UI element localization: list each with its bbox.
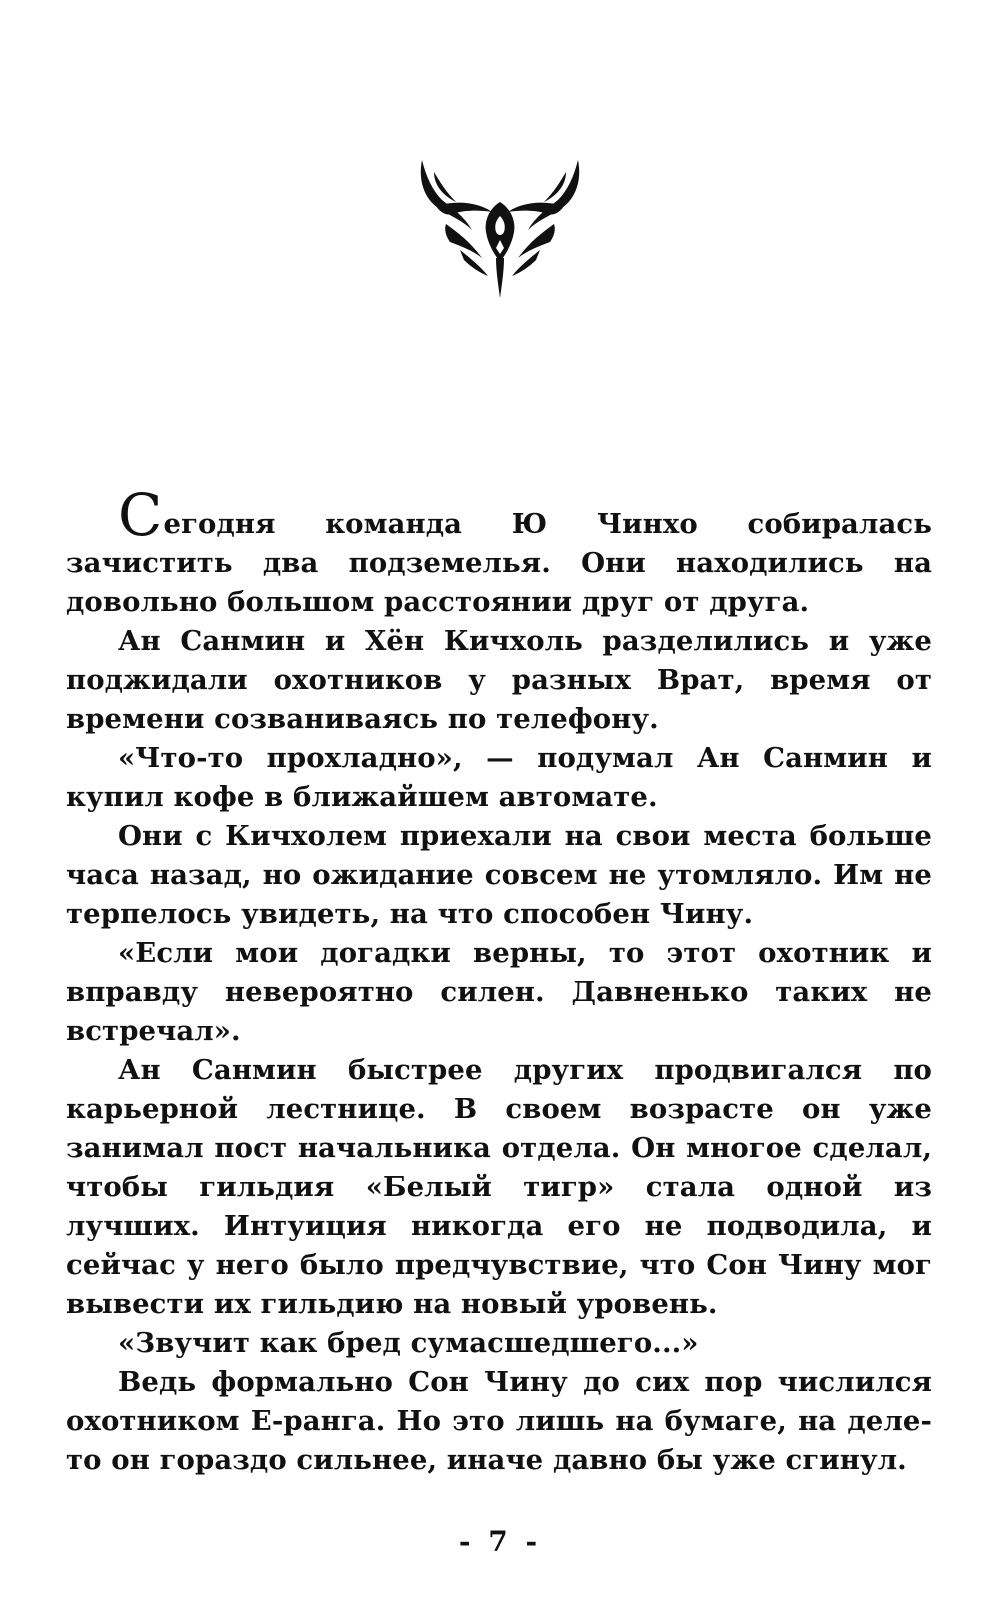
paragraph (66, 481, 932, 622)
drop-cap: С (118, 481, 163, 549)
paragraph-text: егодня команда Ю Чинхо собиралась зачистить два подземелья. Они находились на довольно большом расстоянии друг от друга. (66, 508, 932, 618)
chapter-text (66, 481, 932, 1480)
paragraph: Они с Кичхолем приехали на свои места больше часа назад, но ожидание совсем не утомляло. Им не терпелось увидеть, на что способен Чину. (66, 820, 932, 930)
paragraph: Ведь формально Сон Чину до сих пор числился охотником Е-ранга. Но это лишь на бумаге, на деле-то он гораздо сильнее, иначе давно бы уже сгинул. (66, 1366, 932, 1476)
paragraph: Ан Санмин и Хён Кичхоль разделились и уже поджидали охотников у разных Врат, время от времени созваниваясь по телефону. (66, 625, 932, 735)
winged-tribal-ornament-icon (416, 150, 584, 300)
paragraph: «Если мои догадки верны, то этот охотник и вправду невероятно силен. Давненько таких не встречал». (66, 937, 932, 1047)
paragraph: Ан Санмин быстрее других продвигался по карьерной лестнице. В своем возрасте он уже занимал пост начальника отдела. Он многое сделал, чтобы гильдия «Белый тигр» стала одной из лучших. Интуиция никогда его не подводила, и сейчас у него было предчувствие, что Сон Чину мог вывести их гильдию на новый уровень. (66, 1054, 932, 1320)
page-number: - 7 - (458, 1525, 542, 1558)
paragraph: «Что-то прохладно», — подумал Ан Санмин и купил кофе в ближайшем автомате. (66, 742, 932, 813)
paragraph: «Звучит как бред сумасшедшего...» (118, 1327, 699, 1359)
